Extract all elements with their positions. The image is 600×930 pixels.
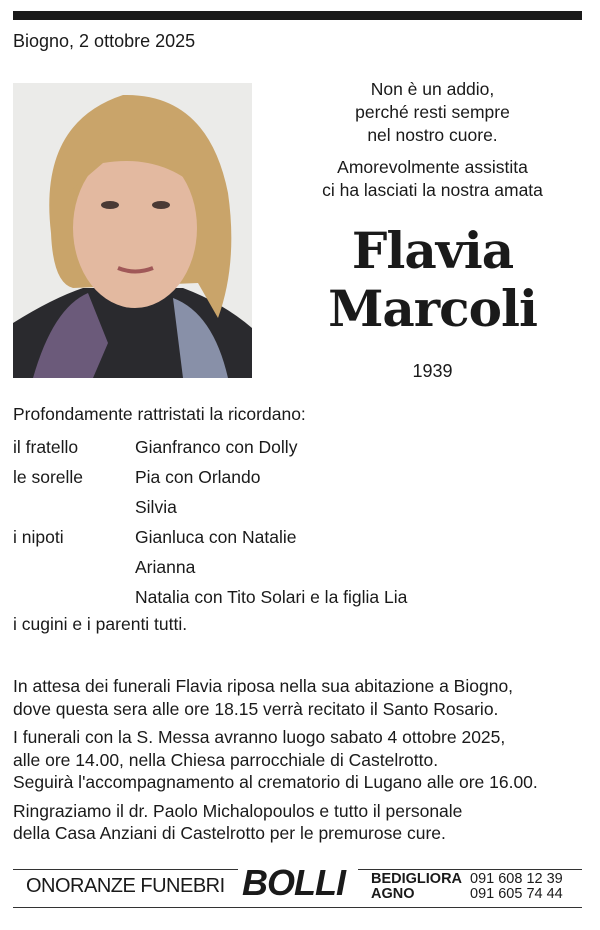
contact-phone: 091 608 12 39 <box>470 871 563 887</box>
quote-line: Non è un addio, <box>370 79 495 99</box>
top-rule <box>13 11 582 20</box>
family-closing: i cugini e i parenti tutti. <box>13 614 188 634</box>
names: Natalia con Tito Solari e la figlia Lia <box>135 586 408 607</box>
names: Silvia <box>135 496 177 517</box>
intro-line: ci ha lasciati la nostra amata <box>322 180 543 200</box>
family-row <box>13 582 407 612</box>
contact-city: BEDIGLIORA <box>371 871 463 887</box>
intro-line: Amorevolmente assistita <box>337 157 528 177</box>
line: della Casa Anziani di Castelrotto per le premurose cure. <box>13 823 446 843</box>
names: Pia con Orlando <box>135 466 261 487</box>
paragraph-funeral <box>13 726 593 794</box>
footer-label: ONORANZE FUNEBRI <box>26 875 225 897</box>
footer-rule <box>13 907 582 908</box>
birth-year: 1939 <box>412 361 453 381</box>
paragraph-thanks <box>13 800 593 845</box>
names: Arianna <box>135 556 196 577</box>
funeral-home-logo: BOLLI <box>242 862 345 903</box>
family-row <box>13 522 407 552</box>
deceased-name <box>300 222 565 338</box>
family-row <box>13 432 407 462</box>
line: Ringraziamo il dr. Paolo Michalopoulos e tutto il personale <box>13 800 463 821</box>
family-intro: Profondamente rattristati la ricordano: <box>13 404 306 424</box>
family-list <box>13 432 407 612</box>
line: dove questa sera alle ore 18.15 verrà recitato il Santo Rosario. <box>13 698 499 719</box>
contact-phone: 091 605 74 44 <box>470 886 563 902</box>
line: Seguirà l'accompagnamento al crematorio di Lugano alle ore 16.00. <box>13 772 538 792</box>
intro-text <box>300 156 565 202</box>
footer-rule <box>358 869 582 870</box>
relation: il fratello <box>13 436 79 457</box>
relation: i nipoti <box>13 526 64 547</box>
paragraph-wake <box>13 675 593 720</box>
contact-city: AGNO <box>371 886 415 902</box>
funeral-info <box>13 675 593 851</box>
last-name: Marcoli <box>328 279 537 338</box>
first-name: Flavia <box>351 221 514 280</box>
quote-line: perché resti sempre <box>355 102 510 122</box>
portrait-photo <box>13 83 252 378</box>
line: I funerali con la S. Messa avranno luogo sabato 4 ottobre 2025, <box>13 727 506 747</box>
line: In attesa dei funerali Flavia riposa nella sua abitazione a Biogno, <box>13 676 514 696</box>
family-row <box>13 492 407 522</box>
relation: le sorelle <box>13 466 84 487</box>
names: Gianfranco con Dolly <box>135 436 298 457</box>
quote-line: nel nostro cuore. <box>367 125 498 145</box>
family-row <box>13 552 407 582</box>
line: alle ore 14.00, nella Chiesa parrocchiale di Castelrotto. <box>13 749 439 770</box>
family-row <box>13 462 407 492</box>
footer-rule <box>13 869 238 870</box>
quote <box>300 78 565 147</box>
names: Gianluca con Natalie <box>135 526 297 547</box>
place-date: Biogno, 2 ottobre 2025 <box>13 31 196 51</box>
